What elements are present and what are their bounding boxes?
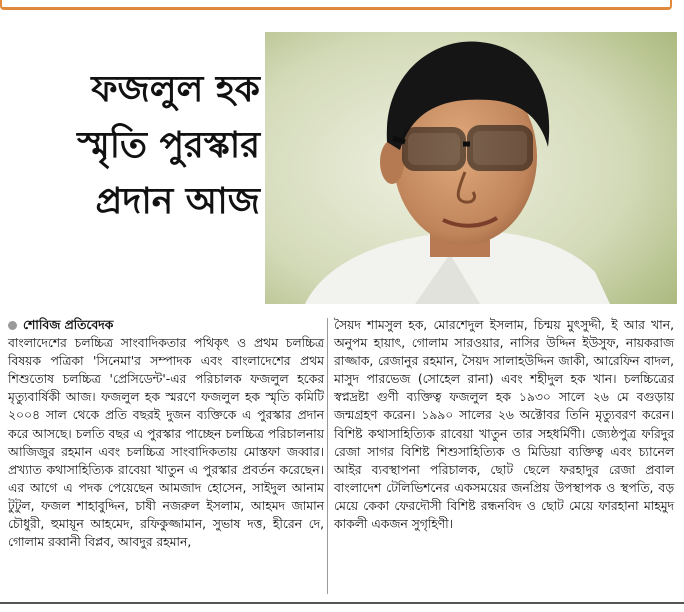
article-column-right <box>334 316 674 533</box>
headline-line-1: ফজলুল হক <box>91 69 260 110</box>
article-column-left <box>8 316 324 551</box>
portrait-illustration <box>265 32 677 304</box>
top-border-rule <box>0 0 672 10</box>
byline-text: শোবিজ প্রতিবেদক <box>23 318 114 332</box>
headline <box>10 62 260 230</box>
portrait-photo <box>265 32 677 304</box>
bottom-border-rule <box>0 602 684 604</box>
column-divider <box>327 318 328 594</box>
bullet-icon <box>8 321 17 330</box>
article-text-right: সৈয়দ শামসুল হক, মোরশেদুল ইসলাম, চিন্ময় মুৎসুদ্দী, ই আর খান, অনুপম হায়াৎ, গোলাম সারওয়ার, নাসির উদ্দিন ইউসুফ, নায়করাজ রাজ্জাক, রেজানুর রহমান, সৈয়দ সালাহউদ্দিন জাকী, আরেফিন বাদল, মাসুদ পারভেজ (সোহেল রানা) এবং শহীদুল হক খান। চলচ্চিত্রের স্বপ্নদ্রষ্টা গুণী ব্যক্তিত্ব ফজলুল হক ১৯৩০ সালে ২৬ মে বগুড়ায় জন্মগ্রহণ করেন। ১৯৯০ সালের ২৬ অক্টোবর তিনি মৃত্যুবরণ করেন। বিশিষ্ট কথাসাহিত্যিক রাবেয়া খাতুন তার সহধর্মিণী। জ্যেষ্ঠপুত্র ফরিদুর রেজা সাগর বিশিষ্ট শিশুসাহিত্যিক ও মিডিয়া ব্যক্তিত্ব এবং চ্যানেল আইর ব্যবস্থাপনা পরিচালক, ছোট ছেলে ফরহাদুর রেজা প্রবাল বাংলাদেশ টেলিভিশনের একসময়ের জনপ্রিয় উপস্থাপক ও স্থপতি, বড় মেয়ে কেকা ফেরদৌসী বিশিষ্ট রন্ধনবিদ ও ছোট মেয়ে ফারহানা মাহমুদ কাকলী একজন সুগৃহিণী। <box>334 318 674 532</box>
byline <box>8 316 324 334</box>
headline-line-2: স্মৃতি পুরস্কার <box>77 125 260 166</box>
article-text-left: বাংলাদেশের চলচ্চিত্র সাংবাদিকতার পথিকৃৎ ও প্রথম চলচ্চিত্র বিষয়ক পত্রিকা 'সিনেমা'র সম্পাদক এবং বাংলাদেশের প্রথম শিশুতোষ চলচ্চিত্র 'প্রেসিডেন্ট'-এর পরিচালক ফজলুল হকের মৃত্যুবার্ষিকী আজ। ফজলুল হক স্মরণে ফজলুল হক স্মৃতি কমিটি ২০০৪ সাল থেকে প্রতি বছরই দুজন ব্যক্তিকে এ পুরস্কার প্রদান করে আসছে। চলতি বছর এ পুরস্কার পাচ্ছেন চলচ্চিত্র পরিচালনায় আজিজুর রহমান এবং চলচ্চিত্র সাংবাদিকতায় মোস্তফা জব্বার। প্রখ্যাত কথাসাহিত্যিক রাবেয়া খাতুন এ পুরস্কার প্রবর্তন করেছেন। এর আগে এ পদক পেয়েছেন আমজাদ হোসেন, সাইদুল আনাম টুটুল, ফজল শাহাবুদ্দিন, চাষী নজরুল ইসলাম, আহমদ জামান চৌধুরী, হুমায়ূন আহমেদ, রফিকুজ্জামান, সুভাষ দত্ত, হীরেন দে, গোলাম রব্বানী বিপ্লব, আবদুর রহমান, <box>8 336 324 550</box>
headline-line-3: প্রদান আজ <box>95 181 260 222</box>
